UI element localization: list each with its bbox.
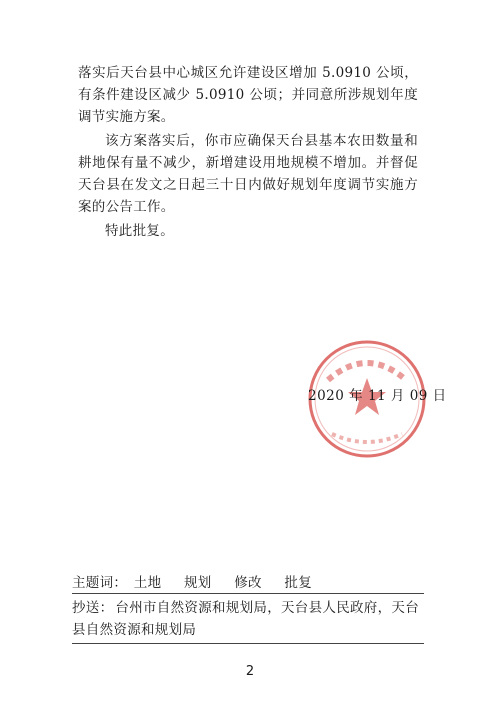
document-date: 2020 年 11 月 09 日 (308, 388, 447, 404)
keyword: 规划 (184, 575, 212, 591)
keyword: 土地 (133, 575, 162, 591)
keywords-label: 主题词： (72, 575, 128, 591)
document-body (78, 62, 418, 242)
cc-text: 台州市自然资源和规划局，天台县人民政府，天台县自然资源和规划局 (72, 600, 420, 638)
keyword: 批复 (284, 575, 313, 591)
cc-label: 抄送： (72, 600, 114, 616)
cc-line (72, 594, 424, 644)
page-number: 2 (245, 664, 255, 679)
document-footer (72, 568, 424, 644)
paragraph-2: 该方案落实后，你市应确保天台县基本农田数量和耕地保有量不减少，新增建设用地规模不增加。并督促天台县在发文之日起三十日内做好规划年度调节实施方案的公告工作。 (78, 133, 418, 215)
keywords-line (72, 568, 424, 594)
keyword: 修改 (234, 575, 262, 591)
paragraph-1: 落实后天台县中心城区允许建设区增加 5.0910 公顷，有条件建设区减少 5.0910 公顷；并同意所涉规划年度调节实施方案。 (78, 65, 418, 125)
paragraph-closing: 特此批复。 (105, 223, 174, 239)
